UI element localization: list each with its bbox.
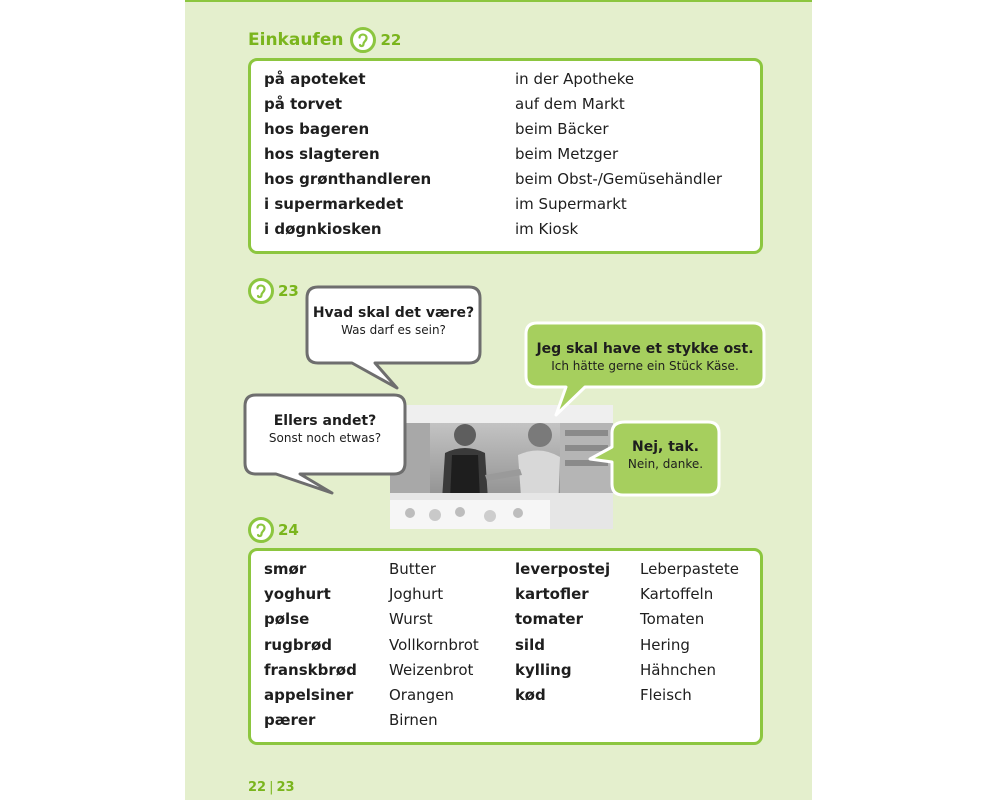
german-translation: Hähnchen <box>640 660 716 679</box>
danish-term: kartofler <box>515 585 589 604</box>
german-translation: auf dem Markt <box>515 95 625 113</box>
section-title: Einkaufen <box>248 30 344 50</box>
bubble-text-4 <box>612 439 719 471</box>
vocab-row <box>251 560 760 585</box>
danish-term: pølse <box>264 610 310 629</box>
speech-bubble-question <box>307 287 480 388</box>
vocab-row <box>251 711 760 736</box>
german-translation: im Supermarkt <box>515 195 627 213</box>
bubble-danish: Ellers andet? <box>273 413 377 429</box>
bubble-text-3 <box>245 413 405 445</box>
german-translation: in der Apotheke <box>515 70 635 88</box>
danish-term: sild <box>515 635 545 654</box>
vocab-row <box>251 610 760 635</box>
bubble-danish: Jeg skal have et stykke ost. <box>536 341 754 357</box>
german-translation: Tomaten <box>640 610 705 629</box>
german-translation: Vollkornbrot <box>389 635 479 654</box>
danish-term: hos grønthandleren <box>264 170 432 188</box>
danish-term: kød <box>515 686 546 704</box>
ear-icon[interactable] <box>248 517 274 543</box>
bubble-german: Nein, danke. <box>627 457 704 471</box>
section-number: 22 <box>380 31 402 49</box>
german-translation: Orangen <box>389 686 454 704</box>
left-page-number: 22 <box>248 780 267 795</box>
danish-term: i supermarkedet <box>264 195 404 213</box>
danish-term: rugbrød <box>264 635 332 654</box>
section-number: 24 <box>278 521 299 539</box>
german-translation: Kartoffeln <box>640 585 714 604</box>
german-translation: Hering <box>640 635 690 654</box>
bubble-text-1 <box>307 305 480 337</box>
bubble-text-2 <box>526 341 764 373</box>
bubble-german: Sonst noch etwas? <box>268 431 382 445</box>
danish-term: på apoteket <box>264 70 366 88</box>
german-translation: Weizenbrot <box>389 660 474 679</box>
bubble-german: Was darf es sein? <box>341 323 446 337</box>
german-translation: Fleisch <box>640 686 692 704</box>
german-translation: Wurst <box>389 610 433 629</box>
german-translation: beim Obst-/Gemüsehändler <box>515 170 723 188</box>
bubble-german: Ich hätte gerne ein Stück Käse. <box>551 359 739 373</box>
vocab-row <box>251 636 760 661</box>
german-translation: beim Bäcker <box>515 120 609 138</box>
danish-term: på torvet <box>264 95 343 113</box>
german-translation: Leberpastete <box>640 560 739 578</box>
danish-term: franskbrød <box>264 660 357 679</box>
danish-term: tomater <box>515 610 583 629</box>
vocab-box-food <box>248 548 763 745</box>
vocab-row <box>251 661 760 686</box>
danish-term: yoghurt <box>264 585 331 604</box>
bubble-danish: Hvad skal det være? <box>312 305 475 321</box>
danish-term: i døgnkiosken <box>264 220 382 238</box>
danish-term: smør <box>264 560 307 578</box>
danish-term: kylling <box>515 660 572 679</box>
page-separator: | <box>269 780 274 795</box>
page-numbers <box>248 780 295 795</box>
danish-term: pærer <box>264 711 316 730</box>
german-translation: Joghurt <box>389 585 444 604</box>
german-translation: Birnen <box>389 711 438 730</box>
danish-term: appelsiner <box>264 686 354 704</box>
german-translation: im Kiosk <box>515 220 579 238</box>
danish-term: hos bageren <box>264 120 370 138</box>
section-number: 23 <box>278 282 299 300</box>
vocab-row <box>251 686 760 711</box>
german-translation: beim Metzger <box>515 145 619 163</box>
vocab-row <box>251 585 760 610</box>
right-page-number: 23 <box>276 780 295 795</box>
bubble-danish: Nej, tak. <box>632 439 699 455</box>
danish-term: hos slagteren <box>264 145 380 163</box>
section-24-heading <box>248 517 299 543</box>
german-translation: Butter <box>389 560 436 578</box>
danish-term: leverpostej <box>515 560 611 578</box>
